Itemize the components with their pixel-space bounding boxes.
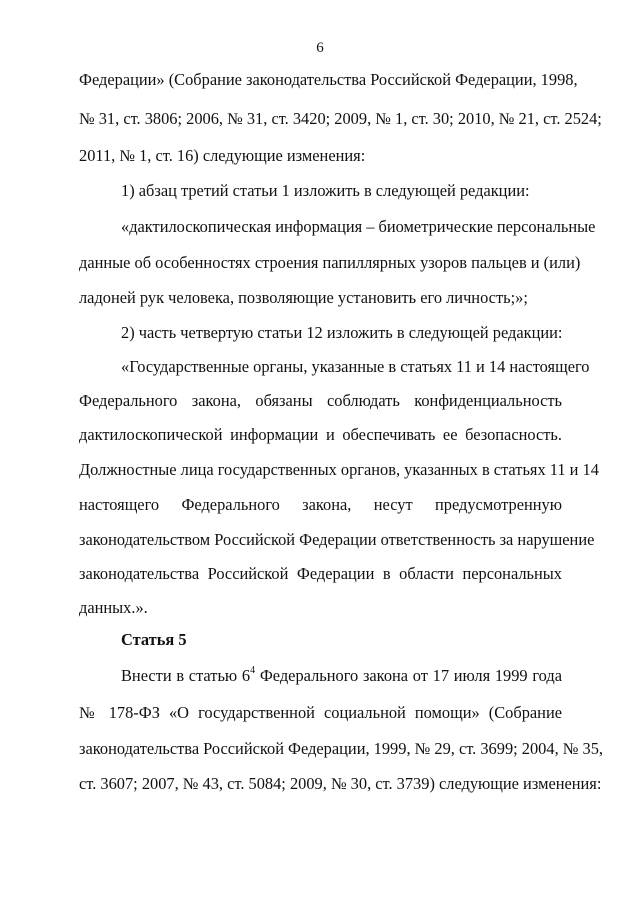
- text-line: «Государственные органы, указанные в статьях 11 и 14 настоящего: [121, 357, 590, 376]
- text-line: законодательством Российской Федерации ответственность за нарушение: [79, 530, 595, 549]
- intro-text: Федерального закона от 17 июля 1999 года: [255, 666, 563, 685]
- text-line: 2011, № 1, ст. 16) следующие изменения:: [79, 146, 366, 165]
- text-line: данных.».: [79, 598, 148, 617]
- text-line: законодательства Российской Федерации, 1999, № 29, ст. 3699; 2004, № 35,: [79, 739, 603, 758]
- text-line: 2) часть четвертую статьи 12 изложить в следующей редакции:: [121, 323, 563, 342]
- article-heading: Статья 5: [121, 630, 187, 649]
- text-line: 1) абзац третий статьи 1 изложить в следующей редакции:: [121, 181, 530, 200]
- intro-text: Внести в статью 6: [121, 666, 251, 685]
- text-line: Федерации» (Собрание законодательства Российской Федерации, 1998,: [79, 70, 578, 89]
- superscript: 4: [250, 665, 256, 676]
- text-line: данные об особенностях строения папиллярных узоров пальцев и (или): [79, 253, 581, 272]
- text-line: законодательства Российской Федерации в области персональных: [79, 564, 562, 583]
- text-line: «дактилоскопическая информация – биометрические персональные: [121, 217, 596, 236]
- text-line: дактилоскопической информации и обеспечивать ее безопасность.: [79, 425, 562, 444]
- text-line: № 31, ст. 3806; 2006, № 31, ст. 3420; 2009, № 1, ст. 30; 2010, № 21, ст. 2524;: [79, 109, 602, 128]
- text-line: № 178-ФЗ «О государственной социальной помощи» (Собрание: [79, 703, 562, 722]
- text-line: настоящего Федерального закона, несут предусмотренную: [79, 495, 562, 514]
- article-intro-line: [121, 666, 562, 686]
- text-line: ст. 3607; 2007, № 43, ст. 5084; 2009, № 30, ст. 3739) следующие изменения:: [79, 774, 602, 793]
- page-number: 6: [316, 40, 324, 56]
- text-line: Должностные лица государственных органов, указанных в статьях 11 и 14: [79, 460, 599, 479]
- text-line: Федерального закона, обязаны соблюдать конфиденциальность: [79, 391, 562, 410]
- text-line: ладоней рук человека, позволяющие установить его личность;»;: [79, 288, 528, 307]
